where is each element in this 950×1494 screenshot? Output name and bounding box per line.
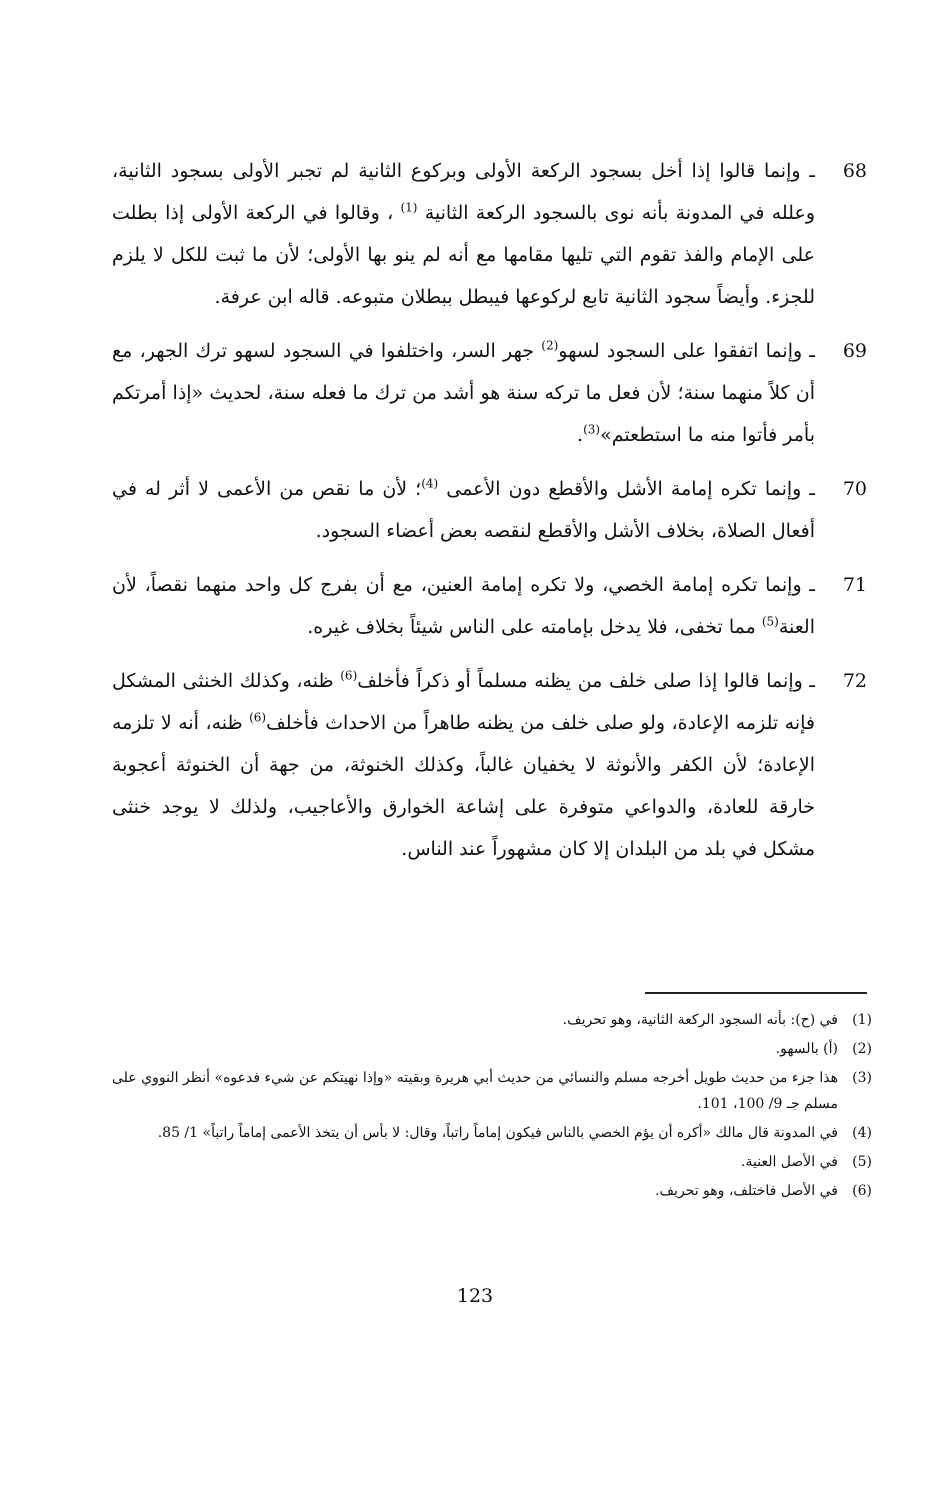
footnote-text: في (ح): بأنه السجود الركعة الثانية، وهو تحريف. [562, 1012, 838, 1028]
paragraph [112, 150, 867, 318]
paragraph-number: 72 [842, 670, 867, 692]
footnote [112, 1007, 872, 1033]
text-run: ؛ لأن ما نقص من الأعمى لا أثر له في أفعال الصلاة، بخلاف الأشل والأقطع لنقصه بعض أعضاء السجود. [112, 478, 815, 542]
footnote [112, 1065, 872, 1117]
footnote [112, 1178, 872, 1204]
paragraph-text [112, 564, 815, 648]
paragraph [112, 660, 867, 870]
paragraph-number: 68 [842, 160, 867, 182]
footnote-text: في المدونة قال مالك «أكره أن يؤم الخصي بالناس فيكون إماماً راتباً، وقال: لا بأس أن يتخذ الأعمى إماماً راتباً» 1/ 85. [157, 1125, 838, 1141]
footnote-number: (1) [852, 1012, 872, 1028]
page-number: 123 [456, 1285, 494, 1307]
footnote-marker: (1) [400, 200, 418, 215]
text-run: جهر السر، واختلفوا في السجود لسهو ترك الجهر، مع أن كلاً منهما سنة؛ لأن فعل ما تركه سنة هو أشد من ترك ما فعله سنة، لحديث «إذا أمرتكم بأمر فأتوا منه ما استطعتم» [112, 340, 815, 446]
text-run: ـ وإنما اتفقوا على السجود لسهو [558, 340, 815, 362]
footnotes [112, 1007, 872, 1207]
text-run: ـ وإنما قالوا إذا صلى خلف من يظنه مسلماً أو ذكراً فأخلف [357, 670, 815, 692]
paragraph-number: 70 [842, 478, 867, 500]
footnote [112, 1120, 872, 1146]
paragraph [112, 330, 867, 456]
text-run: ـ وإنما تكره إمامة الأشل والأقطع دون الأعمى [438, 478, 815, 500]
text-run: ـ وإنما قالوا إذا أخل بسجود الركعة الأولى وبركوع الثانية لم تجبر الأولى بسجود الثانية، وعلله في المدونة بأنه نوى بالسجود الركعة الثانية [112, 160, 815, 224]
footnote-separator [645, 992, 867, 994]
footnote-marker: (2) [541, 338, 559, 353]
paragraph [112, 468, 867, 552]
footnote-number: (2) [852, 1041, 872, 1057]
paragraph-number: 71 [842, 574, 867, 596]
footnote [112, 1149, 872, 1175]
footnote-marker: (6) [340, 668, 358, 683]
footnote-marker: (4) [421, 476, 439, 491]
text-run: . [577, 424, 584, 446]
footnote-text: (أ) بالسهو. [775, 1041, 838, 1057]
text-run: ظنه، وكذلك الخنثى المشكل فإنه تلزمه الإعادة، ولو صلى خلف من يظنه طاهراً من الاحداث فأخلف [112, 670, 815, 734]
text-run: مما تخفى، فلا يدخل بإمامته على الناس شيئاً بخلاف غيره. [307, 616, 762, 638]
paragraph-text [112, 150, 815, 318]
paragraph-text [112, 660, 815, 870]
footnote-number: (6) [852, 1183, 872, 1199]
paragraph-text [112, 330, 815, 456]
paragraph [112, 564, 867, 648]
text-run: ظنه، أنه لا تلزمه الإعادة؛ لأن الكفر والأنوثة لا يخفيان غالباً، وكذلك الخنوثة، من جهة أن الخنوثة أعجوبة خارقة للعادة، والدواعي متوفرة على إشاعة الخوارق والأعاجيب، ولذلك لا يوجد خنثى مشكل في بلد من البلدان إلا كان مشهوراً عند الناس. [112, 712, 815, 860]
footnote-number: (4) [852, 1125, 872, 1141]
footnote-number: (5) [852, 1154, 872, 1170]
main-text [112, 150, 867, 882]
footnote-marker: (6) [249, 710, 267, 725]
footnote-marker: (5) [761, 614, 779, 629]
paragraph-number: 69 [842, 340, 867, 362]
paragraph-text [112, 468, 815, 552]
text-run: ـ وإنما تكره إمامة الخصي، ولا تكره إمامة العنين، مع أن بفرج كل واحد منهما نقصاً، لأن العنة [112, 574, 815, 638]
footnote-text: هذا جزء من حديث طويل أخرجه مسلم والنسائي من حديث أبي هريرة وبقيته «وإذا نهيتكم عن شيء فدعوه» أنظر النووي على مسلم جـ 9/ 100، 101. [112, 1070, 838, 1112]
footnote-marker: (3) [583, 422, 601, 437]
footnote [112, 1036, 872, 1062]
text-run: ، وقالوا في الركعة الأولى إذا بطلت على الإمام والفذ تقوم التي تليها مقامها مع أنه لم ينو بها الأولى؛ لأن ما ثبت للكل لا يلزم للجزء. وأيضاً سجود الثانية تابع لركوعها فيبطل ببطلان متبوعه. قاله ابن عرفة. [112, 202, 815, 308]
footnote-text: في الأصل فاختلف، وهو تحريف. [655, 1183, 838, 1199]
footnote-text: في الأصل العنية. [741, 1154, 838, 1170]
footnote-number: (3) [852, 1070, 872, 1086]
